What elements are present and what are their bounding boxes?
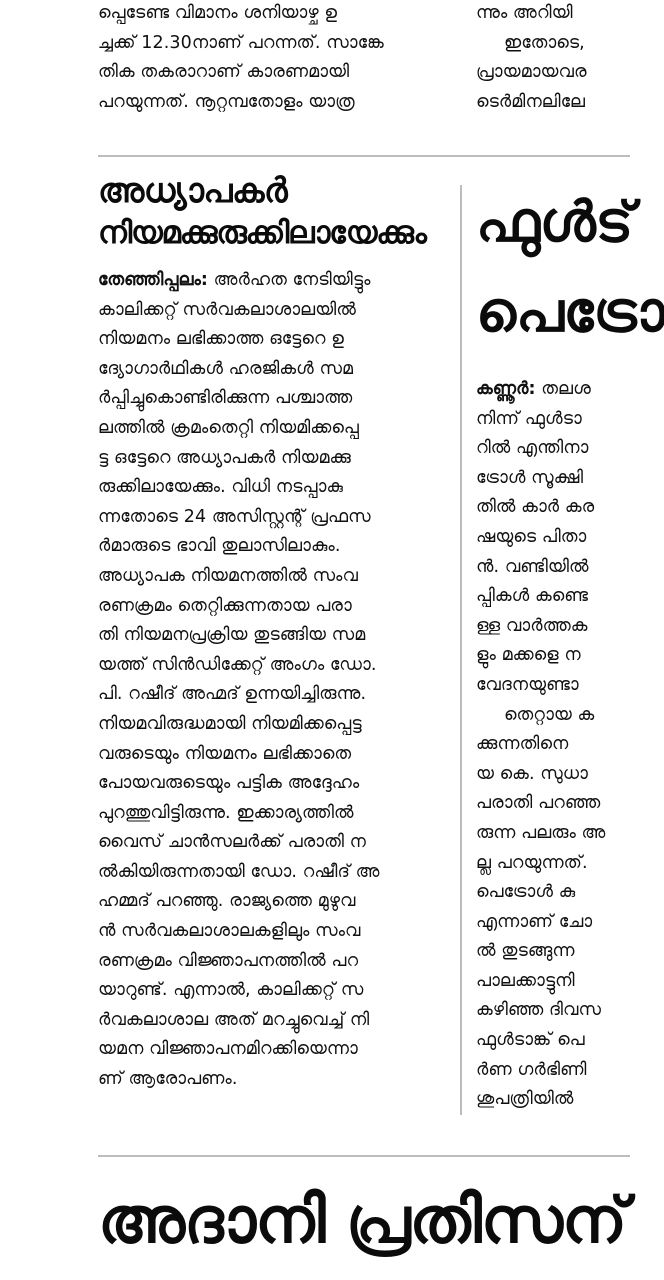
text-line: പി. റഷീദ് അഹ്മദ് ഉന്നയിച്ചിരുന്നു. [98, 684, 367, 705]
column-divider [460, 185, 462, 1115]
headline-line: ഫുൾട് [476, 190, 633, 255]
text-line: അധ്യാപക നിയമനത്തിൽ സംവ [98, 565, 358, 586]
text-line: രണക്രമം വിജ്ഞാപനത്തിൽ പറ [98, 950, 359, 971]
headline-line: അധ്യാപകർ [98, 171, 288, 211]
right-article-body [476, 375, 630, 1115]
text-line: പ്പികൾ കണ്ടെ [476, 586, 589, 607]
text-line: തെറ്റായ ക [504, 704, 595, 725]
text-line: പാലക്കാട്ടുനി [476, 970, 575, 991]
text-line: തിൽ കാർ കര [476, 497, 595, 518]
text-line: കഴിഞ്ഞ ദിവസ [476, 1000, 602, 1021]
text-line: എന്നാണ് ചോ [476, 911, 593, 932]
top-right-column [476, 0, 636, 117]
section-divider [98, 155, 630, 157]
top-left-column [98, 0, 440, 117]
text-line: ശുപത്രിയിൽ [476, 1089, 574, 1110]
text-line: ൻ. വണ്ടിയിൽ [476, 556, 589, 577]
text-line: യ കെ. സുധാ [476, 763, 588, 784]
text-line: തിക തകരാറാണ് കാരണമായി [98, 62, 350, 83]
left-article-body-lines [98, 296, 448, 1095]
text-line: ക്കുന്നതിനെ [476, 734, 569, 755]
text-line: തി നിയമനപ്രക്രിയ തുടങ്ങിയ സമ [98, 625, 366, 646]
text-line: യാറുണ്ട്. എന്നാൽ, കാലിക്കറ്റ് സ [98, 980, 364, 1001]
text-line: ല്ല പറയുന്നത്. [476, 852, 588, 873]
text-line [98, 266, 448, 296]
text-line: നിന്ന് ഫുൾടാ [476, 408, 582, 429]
text-line [476, 375, 630, 405]
text-line: ർണ ഗർഭിണി [476, 1059, 587, 1080]
text-line: ർപ്പിച്ചുകൊണ്ടിരിക്കുന്ന പശ്ചാത്ത [98, 388, 353, 409]
text-line: വൈസ് ചാൻസലർക്ക് പരാതി ന [98, 832, 367, 853]
text-line: ർവകലാശാല അത് മറച്ചുവെച്ച് നി [98, 1009, 370, 1030]
text-line: പ്രായമായവര [476, 62, 587, 83]
text-line: ട്ട ഒട്ടേറെ അധ്യാപകർ നിയമക്കു [98, 447, 351, 468]
text-line: പ്പെടേണ്ട വിമാനം ശനിയാഴ്ച ഉ [98, 3, 338, 23]
text-line: ന്നതോടെ 24 അസിസ്റ്റന്റ് പ്രഫസ [98, 506, 371, 527]
text-line: ടെർമിനലിലേ [476, 91, 586, 112]
text-line: രുക്കിലായേക്കും. വിധി നടപ്പാകു [98, 477, 343, 498]
text-line: പറയുന്നത്. നൂറ്റമ്പതോളം യാത്ര [98, 91, 355, 112]
text-line: നിയമനം ലഭിക്കാത്ത ഒട്ടേറെ ഉ [98, 329, 344, 350]
dateline: കണ്ണൂർ: [476, 379, 536, 399]
text-line: പോയവരുടെയും പട്ടിക അദ്ദേഹം [98, 773, 360, 794]
text-line: ച്ചക്ക് 12.30നാണ് പറന്നത്. സാങ്കേ [98, 32, 384, 53]
text-line: ഹമ്മദ് പറഞ്ഞു. രാജ്യത്തെ മുഴുവ [98, 891, 356, 912]
headline-line: നിയമക്കുരുക്കിലായേക്കും [98, 215, 426, 251]
right-article-headline [476, 178, 664, 358]
text-line: ലത്തിൽ ക്രമംതെറ്റി നിയമിക്കപ്പെ [98, 417, 359, 438]
right-article-body-lines [476, 405, 630, 1115]
text-line: റിൽ എന്തിനാ [476, 438, 589, 459]
text-line: പെട്രോൾ കു [476, 882, 576, 903]
text-line: നിയമവിരുദ്ധമായി നിയമിക്കപ്പെട്ട [98, 713, 362, 734]
text-line: പുറത്തുവിട്ടിരുന്നു. ഇക്കാര്യത്തിൽ [98, 802, 354, 823]
right-article [476, 178, 664, 1115]
left-article [98, 170, 448, 1095]
left-article-headline [98, 170, 448, 254]
text-line: യമന വിജ്ഞാപനമിറക്കിയെന്നാ [98, 1039, 358, 1060]
bottom-headline: അദാനി പ്രതിസന് [98, 1184, 627, 1258]
text-line: ൻ സർവകലാശാലകളിലും സംവ [98, 921, 361, 942]
first-line-text: തലശ [535, 379, 591, 399]
text-line: പരാതി പറഞ്ഞ [476, 793, 601, 814]
text-line: ന്നും അറിയി [476, 3, 573, 23]
text-line: ർമാരുടെ ഭാവി തുലാസിലാകും. [98, 536, 341, 557]
headline-line: പെട്രോ [476, 280, 664, 345]
text-line: രണക്രമം തെറ്റിക്കുന്നതായ പരാ [98, 595, 352, 616]
section-divider [98, 1155, 630, 1157]
text-line: ഫുൾടാങ്ക് പെ [476, 1030, 585, 1051]
text-line: ൽകിയിരുന്നതായി ഡോ. റഷീദ് അ [98, 861, 380, 882]
dateline: തേഞ്ഞിപ്പലം: [98, 270, 208, 290]
text-line: വരുടെയും നിയമനം ലഭിക്കാതെ [98, 743, 352, 764]
text-line: ദ്യോഗാർഥികൾ ഹരജികൾ സമ [98, 358, 354, 379]
first-line-text: അർഹത നേടിയിട്ടും [207, 270, 371, 290]
text-line: രുന്ന പലരും അ [476, 822, 606, 843]
text-line: ളും മക്കളെ ന [476, 645, 581, 666]
text-line: യത്ത് സിൻഡിക്കേറ്റ് അംഗം ഡോ. [98, 654, 377, 675]
text-line: കാലിക്കറ്റ് സർവകലാശാലയിൽ [98, 299, 356, 320]
text-line: ൽ തുടങ്ങുന്ന [476, 941, 575, 962]
left-article-body [98, 266, 448, 1095]
text-line: ണ് ആരോപണം. [98, 1069, 238, 1090]
text-line: ള്ള വാർത്തക [476, 615, 588, 636]
text-line: ഇതോടെ, [504, 32, 585, 53]
text-line: ഷയുടെ പിതാ [476, 526, 587, 547]
text-line: വേദനയുണ്ടാ [476, 674, 579, 695]
text-line: ട്രോൾ സൂക്ഷി [476, 467, 584, 488]
